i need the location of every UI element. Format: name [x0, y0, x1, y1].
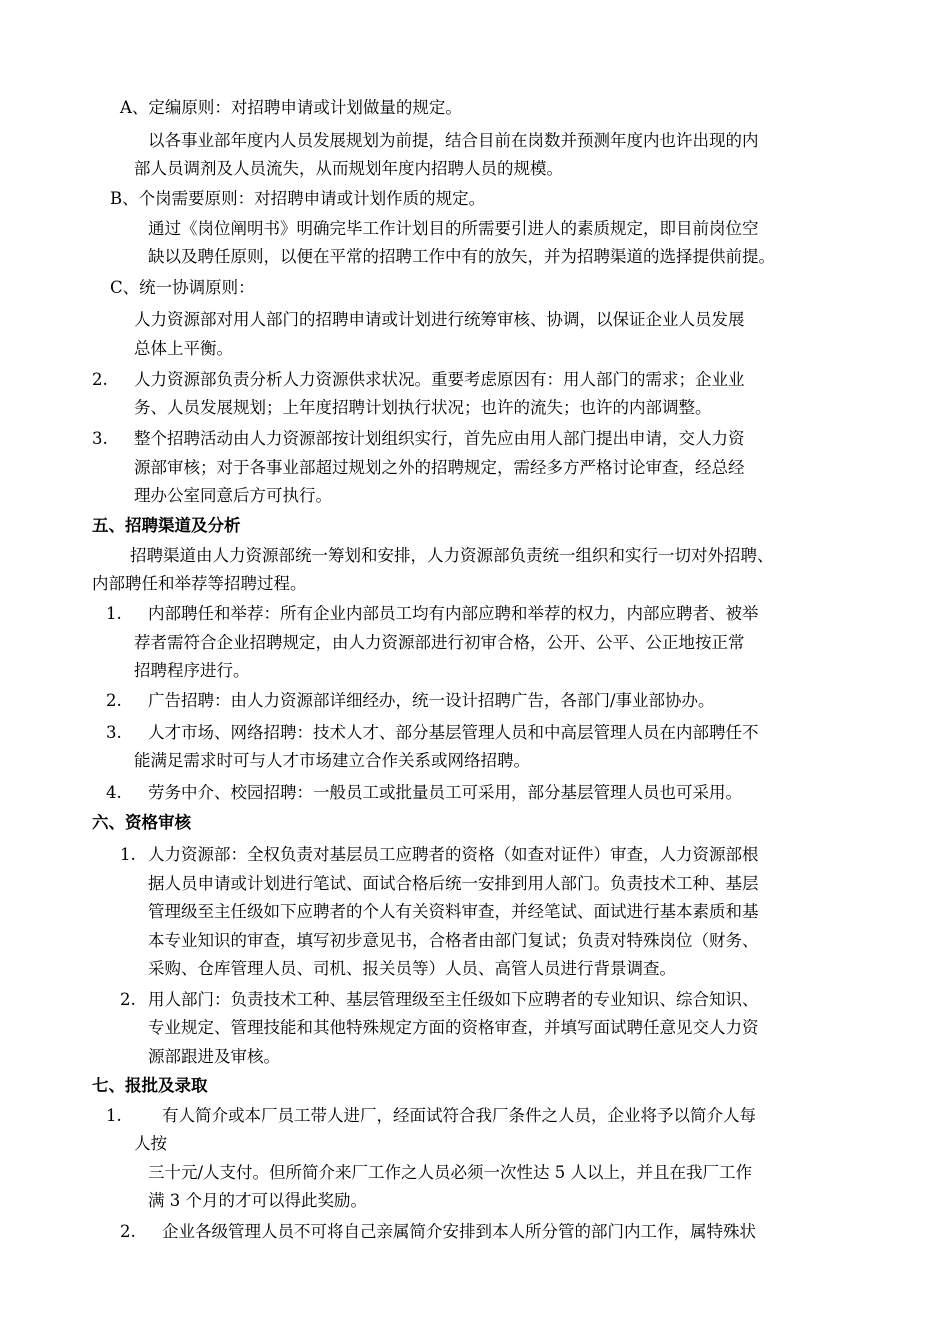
list-item-line: 整个招聘活动由人力资源部按计划组织实行，首先应由用人部门提出申请，交人力资	[134, 429, 745, 448]
list-item-number: 2.	[92, 370, 108, 389]
section-heading: 五、招聘渠道及分析	[92, 516, 241, 535]
principle-b-body-line: 通过《岗位阐明书》明确完毕工作计划目的所需要引进人的素质规定，即目前岗位空	[148, 219, 759, 238]
list-item-line: 内部聘任和举荐：所有企业内部员工均有内部应聘和举荐的权力，内部应聘者、被举	[148, 604, 759, 623]
list-item-line: 用人部门：负责技术工种、基层管理级至主任级如下应聘者的专业知识、综合知识、	[148, 990, 759, 1009]
list-item-number: 1.	[106, 604, 122, 623]
list-item-line: 理办公室同意后方可执行。	[134, 486, 332, 505]
principle-b-body-line: 缺以及聘任原则，以便在平常的招聘工作中有的放矢，并为招聘渠道的选择提供前提。	[148, 247, 775, 266]
list-item-number: 1.	[120, 845, 136, 864]
principle-a-body-line: 部人员调剂及人员流失，从而规划年度内招聘人员的规模。	[134, 159, 563, 178]
list-item-line: 广告招聘：由人力资源部详细经办，统一设计招聘广告，各部门/事业部协办。	[148, 691, 715, 710]
list-item-line: 招聘程序进行。	[134, 661, 250, 680]
principle-c-body-line: 人力资源部对用人部门的招聘申请或计划进行统筹审核、协调，以保证企业人员发展	[134, 310, 745, 329]
list-item-line: 专业规定、管理技能和其他特殊规定方面的资格审查，并填写面试聘任意见交人力资	[148, 1018, 759, 1037]
list-item-line: 荐者需符合企业招聘规定，由人力资源部进行初审合格，公开、公平、公正地按正常	[134, 633, 745, 652]
list-item-line: 人才市场、网络招聘：技术人才、部分基层管理人员和中高层管理人员在内部聘任不	[148, 723, 759, 742]
list-item-line: 管理级至主任级如下应聘者的个人有关资料审查，并经笔试、面试进行基本素质和基	[148, 902, 759, 921]
list-item-number: 3.	[92, 429, 108, 448]
list-item-line: 劳务中介、校园招聘：一般员工或批量员工可采用，部分基层管理人员也可采用。	[148, 783, 742, 802]
list-item-line: 人力资源部负责分析人力资源供求状况。重要考虑原因有：用人部门的需求；企业业	[134, 370, 745, 389]
principle-a-body-line: 以各事业部年度内人员发展规划为前提，结合目前在岗数并预测年度内也许出现的内	[148, 131, 759, 150]
list-item-line: 三十元/人支付。但所简介来厂工作之人员必须一次性达 5 人以上，并且在我厂工作	[148, 1163, 753, 1182]
list-item-number: 3.	[106, 723, 122, 742]
principle-a-title: A、定编原则：对招聘申请或计划做量的规定。	[120, 98, 462, 117]
section-heading: 六、资格审核	[92, 813, 191, 832]
list-item-line: 源部审核；对于各事业部超过规划之外的招聘规定，需经多方严格讨论审查，经总经	[134, 458, 745, 477]
section-heading: 七、报批及录取	[92, 1076, 208, 1095]
list-item-line: 企业各级管理人员不可将自己亲属简介安排到本人所分管的部门内工作，属特殊状	[162, 1222, 756, 1241]
list-item-line: 有人简介或本厂员工带人进厂，经面试符合我厂条件之人员，企业将予以简介人每	[162, 1106, 756, 1125]
list-item-number: 4.	[106, 783, 122, 802]
section-intro-line: 内部聘任和举荐等招聘过程。	[92, 574, 307, 593]
principle-c-body-line: 总体上平衡。	[134, 339, 233, 358]
list-item-number: 2.	[120, 990, 136, 1009]
list-item-line: 源部跟进及审核。	[148, 1047, 280, 1066]
list-item-number: 2.	[120, 1222, 136, 1241]
list-item-line: 据人员申请或计划进行笔试、面试合格后统一安排到用人部门。负责技术工种、基层	[148, 874, 759, 893]
list-item-line: 采购、仓库管理人员、司机、报关员等）人员、高管人员进行背景调查。	[148, 959, 676, 978]
list-item-line: 满 3 个月的才可以得此奖励。	[148, 1191, 367, 1210]
list-item-number: 1.	[106, 1106, 122, 1125]
section-intro-line: 招聘渠道由人力资源部统一筹划和安排，人力资源部负责统一组织和实行一切对外招聘、	[130, 546, 774, 565]
list-item-line: 人按	[134, 1134, 167, 1153]
principle-b-title: B、个岗需要原则：对招聘申请或计划作质的规定。	[110, 189, 486, 208]
list-item-line: 务、人员发展规划；上年度招聘计划执行状况；也许的流失；也许的内部调整。	[134, 398, 712, 417]
list-item-number: 2.	[106, 691, 122, 710]
list-item-line: 能满足需求时可与人才市场建立合作关系或网络招聘。	[134, 751, 530, 770]
principle-c-title: C、统一协调原则：	[110, 278, 255, 297]
list-item-line: 人力资源部：全权负责对基层员工应聘者的资格（如查对证件）审查，人力资源部根	[148, 845, 759, 864]
list-item-line: 本专业知识的审查，填写初步意见书，合格者由部门复试；负责对特殊岗位（财务、	[148, 931, 759, 950]
